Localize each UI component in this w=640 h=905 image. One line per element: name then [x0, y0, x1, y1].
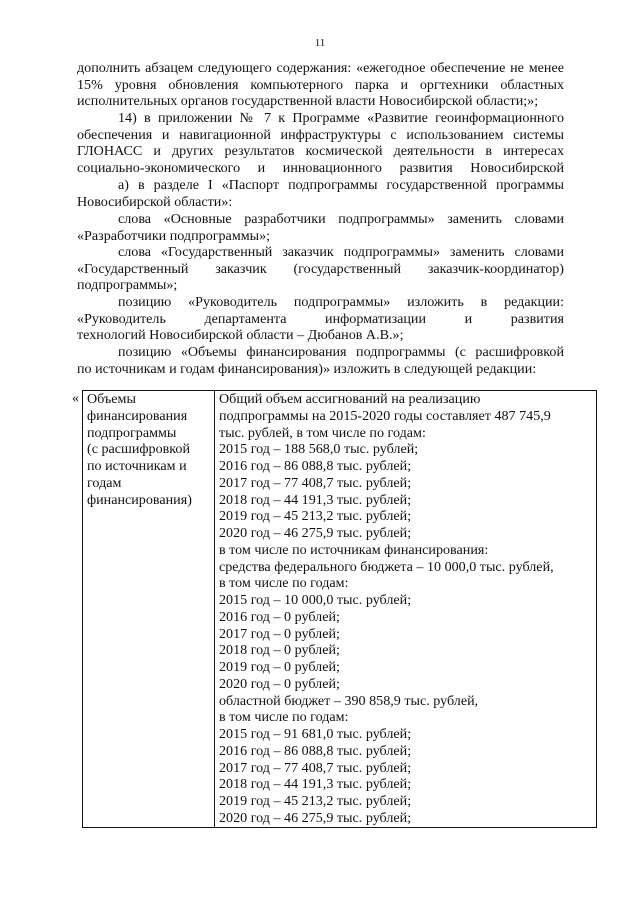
cell-line: 2018 год – 44 191,3 тыс. рублей; — [219, 491, 412, 508]
cell-line: годам — [87, 474, 122, 491]
cell-line: 2015 год – 91 681,0 тыс. рублей; — [219, 726, 412, 742]
paragraph-1 — [77, 60, 564, 110]
cell-line: 2018 год – 0 рублей; — [219, 642, 340, 659]
paragraph-6 — [77, 294, 564, 344]
funding-table — [82, 390, 597, 828]
cell-line: финансирования) — [87, 491, 192, 508]
text-line: слова «Государственный заказчик подпрограммы» заменить словами — [118, 244, 564, 260]
cell-line: 2019 год – 45 213,2 тыс. рублей; — [219, 793, 412, 809]
cell-line: 2020 год – 0 рублей; — [219, 675, 340, 692]
paragraph-3 — [77, 177, 564, 210]
cell-line: Общий объем ассигнований на реализацию — [219, 391, 481, 407]
text-line: исполнительных органов государственной власти Новосибирской области;»; — [77, 93, 539, 110]
cell-line: в том числе по годам: — [219, 575, 349, 592]
cell-line: областной бюджет – 390 858,9 тыс. рублей, — [219, 692, 479, 709]
text-line: дополнить абзацем следующего содержания: «ежегодное обеспечение не менее — [77, 60, 564, 76]
text-line: «Государственный заказчик (государственный заказчик-координатор) — [77, 260, 564, 277]
cell-line: 2017 год – 77 408,7 тыс. рублей; — [219, 759, 412, 776]
text-line: Новосибирской области»: — [77, 193, 233, 210]
cell-line: в том числе по источникам финансирования: — [219, 541, 489, 558]
cell-line: (с расшифровкой — [87, 441, 191, 458]
text-line: по источникам и годам финансирования)» изложить в следующей редакции: — [77, 360, 537, 377]
cell-line: в том числе по годам: — [219, 709, 349, 726]
text-line: «Руководитель департамента информатизации и развития — [77, 310, 564, 327]
paragraph-2 — [77, 110, 564, 176]
cell-line: 2017 год – 0 рублей; — [219, 625, 340, 642]
cell-line: 2015 год – 188 568,0 тыс. рублей; — [219, 441, 419, 458]
text-line: подпрограммы»; — [77, 277, 178, 294]
cell-line: 2018 год – 44 191,3 тыс. рублей; — [219, 776, 412, 793]
page-number: 11 — [314, 37, 326, 49]
text-line: 15% уровня обновления компьютерного парка и оргтехники областных — [77, 76, 564, 93]
cell-line: 2016 год – 86 088,8 тыс. рублей; — [219, 742, 412, 759]
cell-line: подпрограммы — [87, 424, 177, 441]
text-line: позицию «Объемы финансирования подпрограммы (с расшифровкой — [118, 344, 564, 360]
text-line: обеспечения и навигационной инфраструктуры с использованием системы — [77, 126, 564, 143]
cell-line: 2019 год – 0 рублей; — [219, 659, 340, 675]
opening-quote: « — [72, 391, 79, 406]
cell-line: 2016 год – 86 088,8 тыс. рублей; — [219, 458, 412, 474]
text-line: а) в разделе I «Паспорт подпрограммы государственной программы — [118, 177, 564, 193]
table-value-cell — [215, 391, 597, 828]
cell-line: подпрограммы на 2015-2020 годы составляет 487 745,9 — [219, 407, 551, 424]
text-line: 14) в приложении № 7 к Программе «Развитие геоинформационного — [118, 110, 564, 126]
text-line: «Разработчики подпрограммы»; — [77, 227, 271, 244]
table-row — [83, 391, 597, 828]
text-line: слова «Основные разработчики подпрограммы» заменить словами — [118, 211, 564, 227]
text-line: технологий Новосибирской области – Дюбанов А.В.»; — [77, 327, 404, 344]
cell-line: тыс. рублей, в том числе по годам: — [219, 424, 426, 441]
cell-line: средства федерального бюджета – 10 000,0 тыс. рублей, — [219, 558, 554, 575]
cell-line: 2017 год – 77 408,7 тыс. рублей; — [219, 474, 412, 491]
cell-line: финансирования — [87, 407, 188, 424]
text-line: социально-экономического и инновационного развития Новосибирской — [77, 159, 564, 176]
paragraph-5 — [77, 244, 564, 294]
cell-line: 2020 год – 46 275,9 тыс. рублей; — [219, 525, 412, 541]
text-line: ГЛОНАСС и других результатов космической деятельности в интересах — [77, 143, 564, 160]
cell-line: Объемы — [87, 391, 136, 407]
cell-line: 2020 год – 46 275,9 тыс. рублей; — [219, 809, 412, 826]
paragraph-4 — [77, 211, 564, 244]
cell-line: 2019 год – 45 213,2 тыс. рублей; — [219, 508, 412, 525]
cell-line: по источникам и — [87, 458, 187, 474]
table-label-cell — [83, 391, 215, 828]
text-line: позицию «Руководитель подпрограммы» изложить в редакции: — [118, 294, 564, 310]
cell-line: 2016 год – 0 рублей; — [219, 608, 340, 625]
cell-line: 2015 год – 10 000,0 тыс. рублей; — [219, 592, 412, 608]
paragraph-7 — [77, 344, 564, 377]
